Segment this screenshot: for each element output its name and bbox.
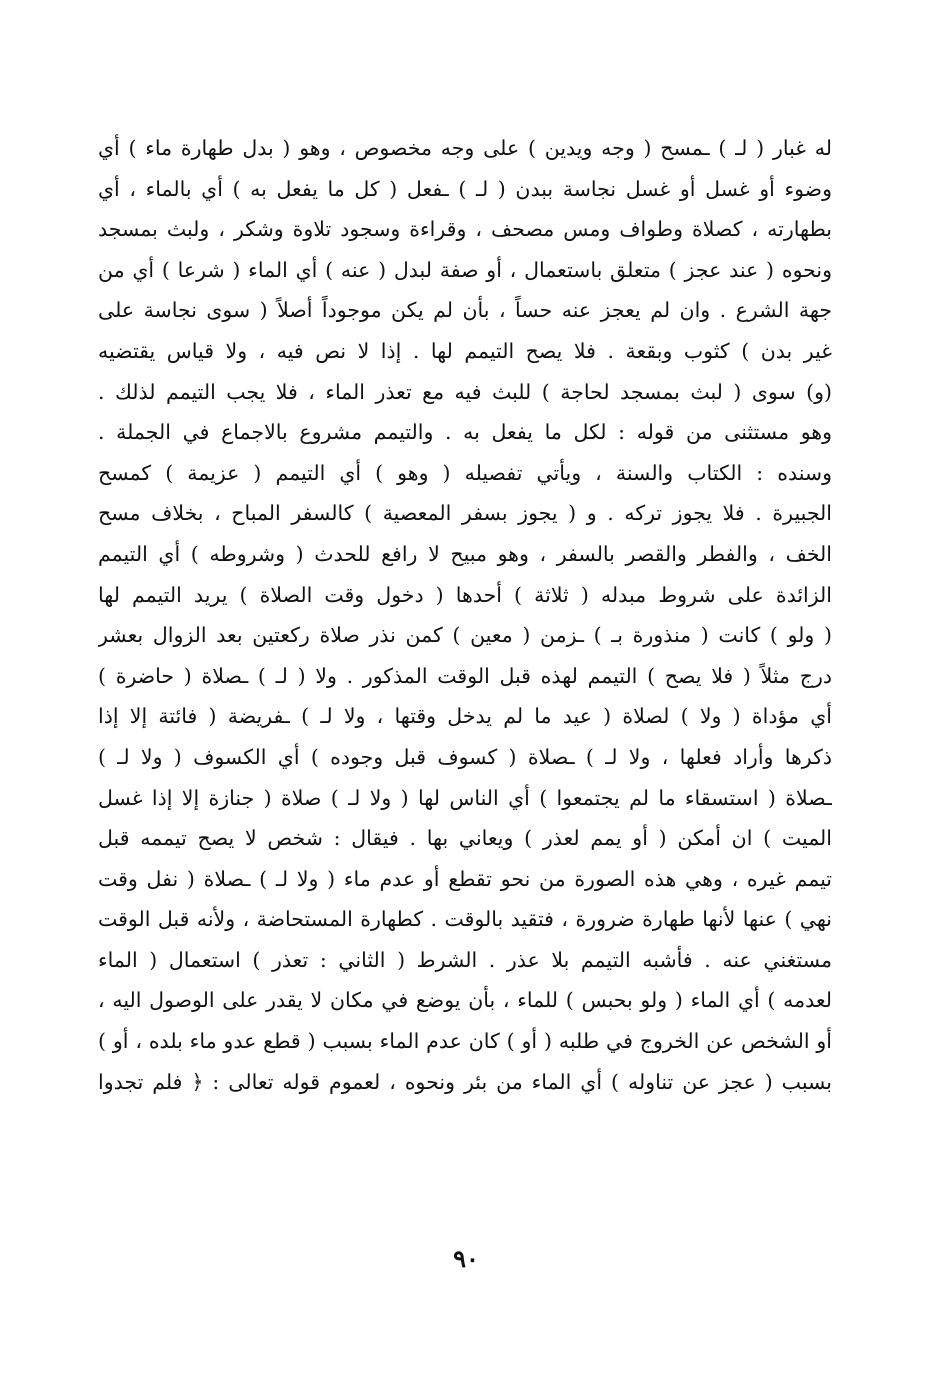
text-line: غير بدن ) كثوب وبقعة . فلا يصح التيمم لها . إذا لا نص فيه ، ولا قياس يقتضيه	[98, 338, 832, 363]
text-line: ـصلاة ( استسقاء ما لم يجتمعوا ) أي الناس لها ( ولا لـ ) صلاة ( جنازة إلا إذا غسل	[98, 785, 832, 810]
text-line: الجبيرة . فلا يجوز تركه . و ( يجوز بسفر المعصية ) كالسفر المباح ، بخلاف مسح	[98, 501, 832, 526]
text-line: ذكرها وأراد فعلها ، ولا لـ ) ـصلاة ( كسوف قبل وجوده ) أي الكسوف ( ولا لـ )	[98, 744, 832, 769]
text-line: وضوء أو غسل أو غسل نجاسة ببدن ( لـ ) ـفعل ( كل ما يفعل به ) أي بالماء ، أي	[98, 176, 832, 201]
page-number: ٩٠	[453, 1244, 479, 1273]
text-line: نهي ) عنها لأنها طهارة ضرورة ، فتقيد بالوقت . كطهارة المستحاضة ، ولأنه قبل الوقت	[98, 907, 832, 932]
body-text	[98, 128, 832, 1102]
text-line: بطهارته ، كصلاة وطواف ومس مصحف ، وقراءة وسجود تلاوة وشكر ، ولبث بمسجد	[98, 217, 832, 242]
text-line: تيمم غيره ، وهي هذه الصورة من نحو تقطع أو عدم ماء ( ولا لـ ) ـصلاة ( نفل وقت	[98, 866, 832, 891]
text-line: وهو مستثنى من قوله : لكل ما يفعل به . والتيمم مشروع بالاجماع في الجملة .	[98, 420, 832, 445]
text-line: جهة الشرع . وان لم يعجز عنه حساً ، بأن لم يكن موجوداً أصلاً ( سوى نجاسة على	[98, 298, 832, 323]
text-line: لعدمه ) أي الماء ( ولو بحبس ) للماء ، بأن يوضع في مكان لا يقدر على الوصول اليه ،	[98, 988, 832, 1013]
text-line: مستغني عنه . فأشبه التيمم بلا عذر . الشرط ( الثاني : تعذر ) استعمال ( الماء	[98, 947, 832, 972]
text-line: أي مؤداة ( ولا ) لصلاة ( عيد ما لم يدخل وقتها ، ولا لـ ) ـفريضة ( فائتة إلا إذا	[98, 704, 832, 729]
text-line: (و) سوى ( لبث بمسجد لحاجة ) للبث فيه مع تعذر الماء ، فلا يجب التيمم لذلك .	[98, 379, 832, 404]
text-line: ( ولو ) كانت ( منذورة بـ ) ـزمن ( معين ) كمن نذر صلاة ركعتين بعد الزوال بعشر	[98, 623, 832, 648]
text-line: الزائدة على شروط مبدله ( ثلاثة ) أحدها ( دخول وقت الصلاة ) يريد التيمم لها	[98, 582, 832, 607]
text-line: أو الشخص عن الخروج في طلبه ( أو ) كان عدم الماء بسبب ( قطع عدو ماء بلده ، أو )	[98, 1029, 832, 1054]
text-line: له غبار ( لـ ) ـمسح ( وجه ويدين ) على وجه مخصوص ، وهو ( بدل طهارة ماء ) أي	[98, 136, 832, 160]
text-line: الخف ، والفطر والقصر بالسفر ، وهو مبيح لا رافع للحدث ( وشروطه ) أي التيمم	[98, 541, 832, 566]
text-line: بسبب ( عجز عن تناوله ) أي الماء من بئر ونحوه ، لعموم قوله تعالى : ﴿ فلم تجدوا	[98, 1069, 832, 1094]
text-line: وسنده : الكتاب والسنة ، ويأتي تفصيله ( وهو ) أي التيمم ( عزيمة ) كمسح	[98, 460, 832, 485]
text-line: درج مثلاً ( فلا يصح ) التيمم لهذه قبل الوقت المذكور . ولا ( لـ ) ـصلاة ( حاضرة )	[98, 663, 832, 688]
text-line: ونحوه ( عند عجز ) متعلق باستعمال ، أو صفة لبدل ( عنه ) أي الماء ( شرعا ) أي من	[98, 257, 832, 282]
text-line: الميت ) ان أمكن ( أو يمم لعذر ) ويعاني بها . فيقال : شخص لا يصح تيممه قبل	[98, 826, 832, 851]
